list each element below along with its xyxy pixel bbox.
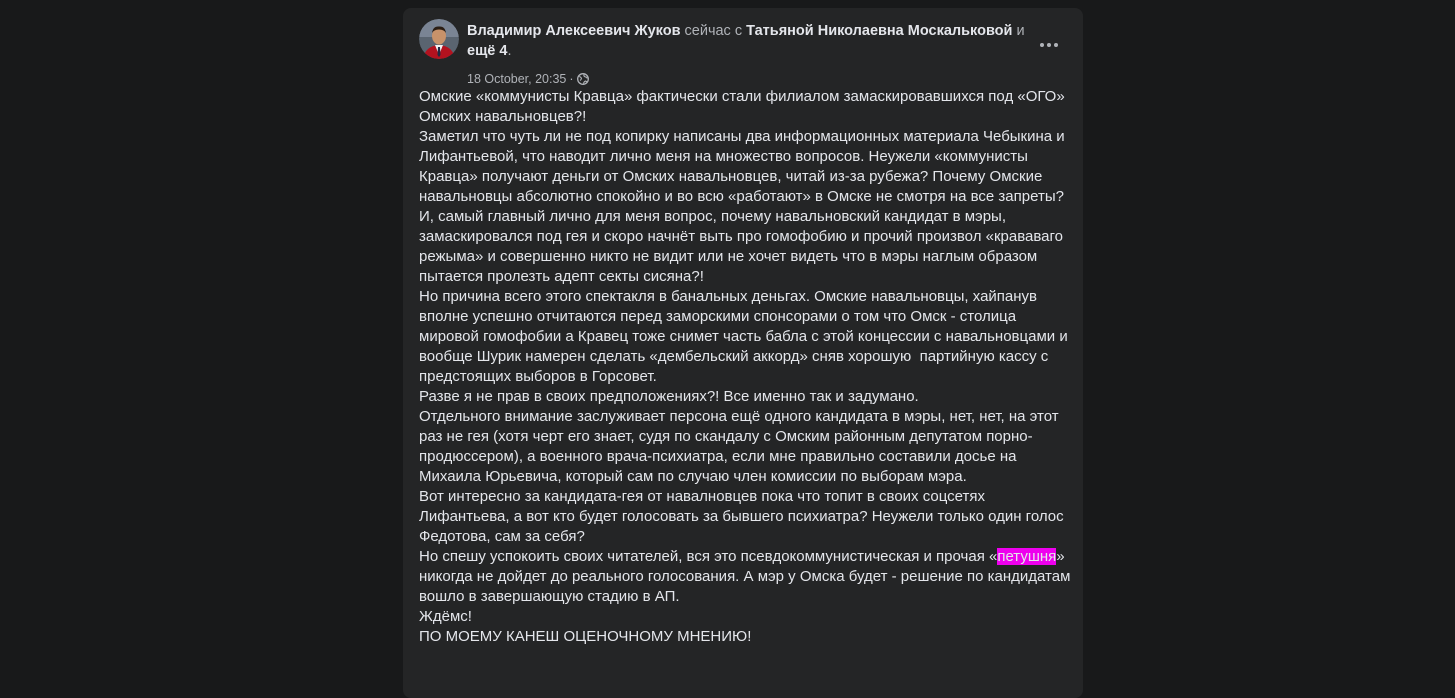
post-date[interactable]: 18 October, 20:35 (467, 72, 567, 86)
paragraph-text-after: » никогда не дойдет до реального голосования. А мэр у Омска будет - решение по кандидатам вошло в завершающую стадию в АП. (419, 548, 1075, 605)
post-paragraph: Омские «коммунисты Кравца» фактически стали филиалом замаскировавшихся под «ОГО» Омских навальновцев?! (419, 88, 1069, 125)
avatar-photo-icon (419, 19, 459, 59)
meta-separator: · (569, 72, 574, 86)
post-header (419, 19, 1069, 89)
time-text: сейчас с (680, 23, 747, 39)
post-paragraph: Вот интересно за кандидата-гея от навалновцев пока что топит в своих соцсетях Лифантьева, а вот кто будет голосовать за бывшего психиатра? Неужели только один голос Федотова, сам за себя? (419, 488, 1068, 545)
post-paragraph: Отдельного внимание заслуживает персона ещё одного кандидата в мэры, нет, нет, на этот раз не гея (хотя черт его знает, судя по скандалу с Омским районным депутатом порно-продюссером), а военного врача-психиатра, если мне правильно составили досье на Михаила Юрьевича, который сам по случаю член комиссии по выборам мэра. (419, 408, 1063, 485)
tagged-person[interactable]: Татьяной Николаевна Москальковой (746, 23, 1013, 39)
paragraph-text-before: Но спешу успокоить своих читателей, вся это псевдокоммунистическая и прочая « (419, 548, 998, 565)
author-name[interactable]: Владимир Алексеевич Жуков (467, 23, 681, 39)
post-paragraph: Но причина всего этого спектакля в банальных деньгах. Омские навальновцы, хайпанув вполне успешно отчитаются перед заморскими спонсорами о том что Омск - столица мировой гомофобии а Кравец тоже снимет часть бабла с этой концессии с навальновцами и вообще Шурик намерен сделать «дембельский аккорд» сняв хорошую партийную кассу с предстоящих выборов в Горсовет. (419, 288, 1072, 385)
highlighted-word: петушня (997, 548, 1057, 565)
post-closing-line: ПО МОЕМУ КАНЕШ ОЦЕНОЧНОМУ МНЕНИЮ! (419, 628, 752, 645)
post-card (403, 8, 1083, 698)
and-text: и (1012, 23, 1025, 39)
header-period: . (507, 43, 512, 59)
more-options-icon (1040, 43, 1058, 47)
post-closing-line: Ждёмс! (419, 608, 472, 625)
post-meta (467, 71, 589, 87)
post-paragraph: И, самый главный лично для меня вопрос, почему навальновский кандидат в мэры, замаскировался под гея и скоро начнёт выть про гомофобию и прочий произвол «крававаго режыма» и совершенно никто не видит или не хочет видеть что в мэры наглым образом пытается пролезть адепт секты сисяна?! (419, 208, 1068, 285)
post-paragraph-highlighted (419, 547, 1075, 607)
post-message (419, 87, 1075, 647)
globe-icon[interactable] (577, 73, 589, 85)
post-paragraph: Разве я не прав в своих предположениях?! Все именно так и задумано. (419, 388, 919, 405)
tagged-others[interactable]: ещё 4 (467, 43, 508, 59)
author-avatar[interactable] (419, 19, 459, 59)
post-paragraph: Заметил что чуть ли не под копирку написаны два информационных материала Чебыкина и Лифантьевой, что наводит лично меня на множество вопросов. Неужели «коммунисты Кравца» получают деньги от Омских навальновцев, читай из-за рубежа? Почему Омские навальновцы абсолютно спокойно и во всю «работают» в Омске не смотря на все запреты? (419, 128, 1069, 205)
more-options-button[interactable] (1031, 27, 1067, 63)
post-header-text (467, 21, 1032, 61)
